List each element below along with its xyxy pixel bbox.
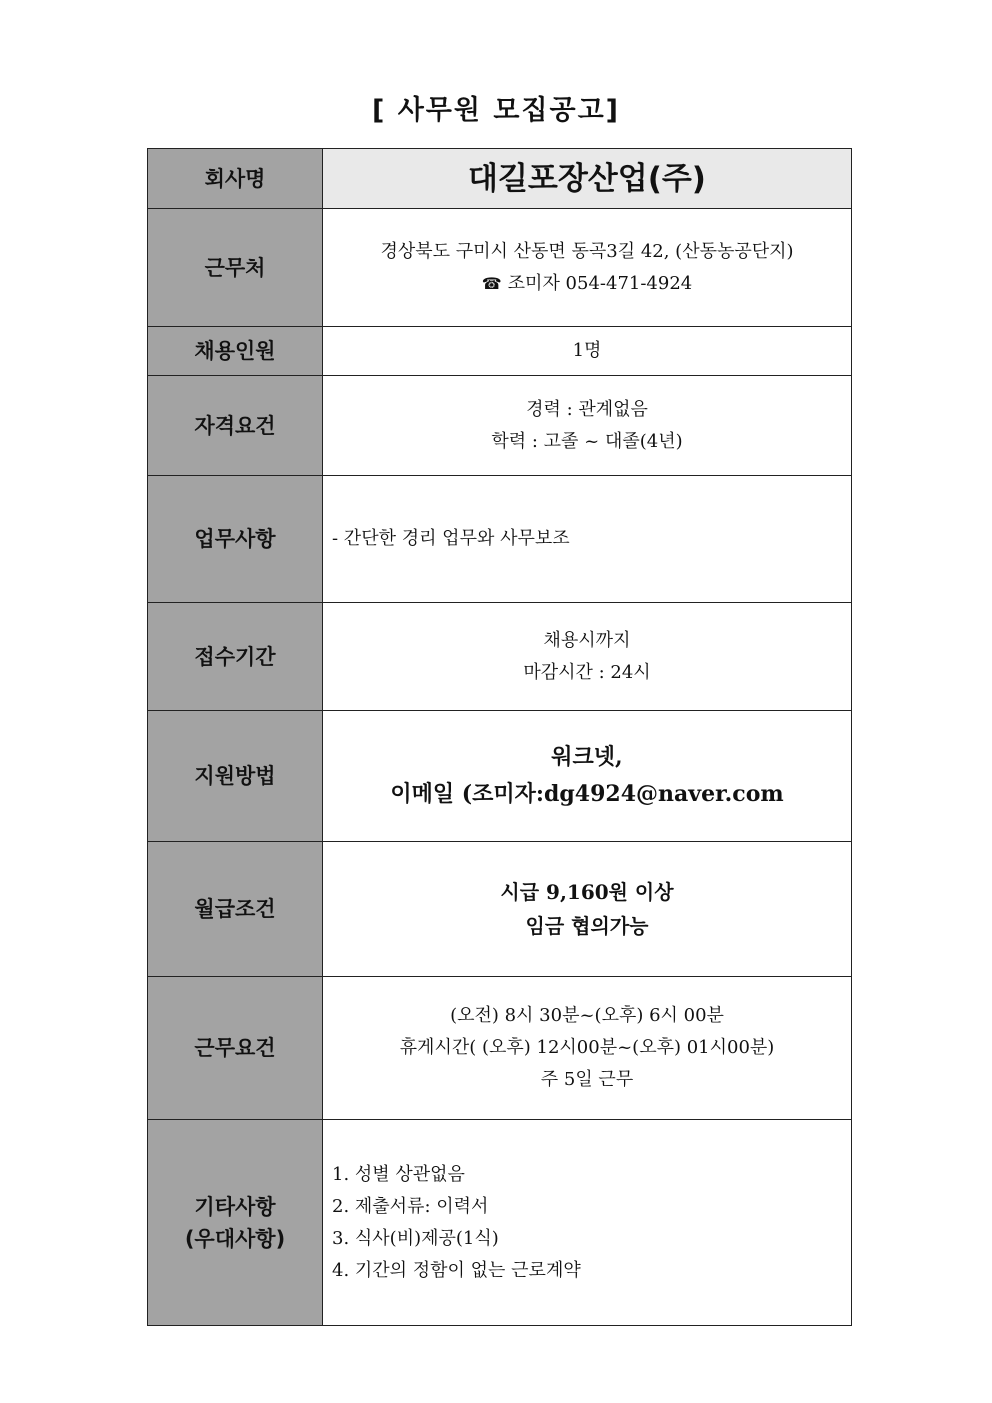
row-label <box>148 1120 323 1326</box>
workplace-cell <box>323 209 852 327</box>
table-row <box>148 209 852 327</box>
table-row <box>148 476 852 603</box>
row-label: 근무처 <box>148 209 323 327</box>
row-label: 근무요건 <box>148 977 323 1120</box>
page-title: [ 사무원 모집공고] <box>371 95 621 126</box>
table-row <box>148 327 852 376</box>
break-time: 휴게시간( (오후) 12시00분~(오후) 01시00분) <box>399 1037 775 1058</box>
qualifications-cell <box>323 376 852 476</box>
preference-label: (우대사항) <box>184 1226 286 1251</box>
note-item: 1. 성별 상관없음 <box>332 1163 465 1185</box>
row-label: 업무사항 <box>148 476 323 603</box>
qualification-career: 경력 : 관계없음 <box>526 398 648 420</box>
apply-worknet: 워크넷, <box>551 744 623 770</box>
row-label: 지원방법 <box>148 711 323 842</box>
headcount-value: 1명 <box>323 327 852 376</box>
note-item: 3. 식사(비)제공(1식) <box>332 1227 499 1249</box>
table-row <box>148 711 852 842</box>
qualification-education: 학력 : 고졸 ~ 대졸(4년) <box>491 430 683 452</box>
row-label: 월급조건 <box>148 842 323 977</box>
period-until: 채용시까지 <box>543 629 631 651</box>
other-label: 기타사항 <box>194 1194 276 1219</box>
work-days: 주 5일 근무 <box>540 1069 634 1090</box>
note-item: 4. 기간의 정함이 없는 근로계약 <box>332 1259 581 1281</box>
table-row <box>148 149 852 209</box>
row-label: 접수기간 <box>148 603 323 711</box>
other-notes-cell <box>323 1120 852 1326</box>
table-row <box>148 603 852 711</box>
phone-icon: ☎ <box>481 273 502 293</box>
salary-hourly: 시급 9,160원 이상 <box>500 880 674 904</box>
table-row <box>148 977 852 1120</box>
salary-negotiable: 임금 협의가능 <box>525 914 649 938</box>
work-conditions-cell <box>323 977 852 1120</box>
job-posting-table <box>147 148 852 1326</box>
table-row <box>148 376 852 476</box>
apply-method-cell <box>323 711 852 842</box>
work-hours: (오전) 8시 30분~(오후) 6시 00분 <box>450 1005 724 1026</box>
duties-value: - 간단한 경리 업무와 사무보조 <box>323 476 852 603</box>
note-item: 2. 제출서류: 이력서 <box>332 1195 489 1217</box>
company-name: 대길포장산업(주) <box>323 149 852 209</box>
salary-cell <box>323 842 852 977</box>
apply-email: 이메일 (조미자:dg4924@naver.com <box>390 781 784 807</box>
row-label: 채용인원 <box>148 327 323 376</box>
period-deadline: 마감시간 : 24시 <box>523 661 651 683</box>
table-row <box>148 842 852 977</box>
table-row <box>148 1120 852 1326</box>
contact-phone: 조미자 054-471-4924 <box>507 272 693 294</box>
workplace-contact <box>323 268 851 300</box>
workplace-address: 경상북도 구미시 산동면 동곡3길 42, (산동농공단지) <box>380 240 794 262</box>
row-label: 자격요건 <box>148 376 323 476</box>
application-period-cell <box>323 603 852 711</box>
row-label: 회사명 <box>148 149 323 209</box>
